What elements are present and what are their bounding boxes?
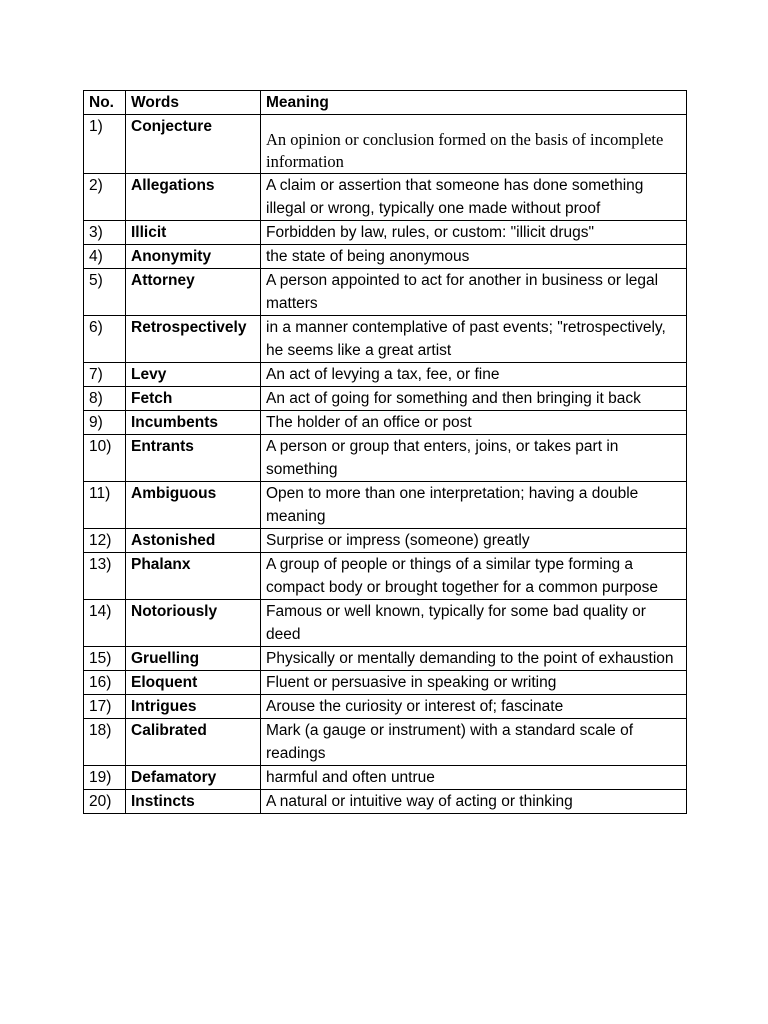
meaning-cell: A group of people or things of a similar type forming a compact body or brought together for a common purpose [261,553,687,600]
word-cell: Illicit [126,221,261,245]
header-meaning: Meaning [261,91,687,115]
row-number: 3) [84,221,126,245]
meaning-cell: Surprise or impress (someone) greatly [261,529,687,553]
row-number: 13) [84,553,126,600]
meaning-cell: An opinion or conclusion formed on the basis of incomplete information [261,115,687,174]
word-cell: Eloquent [126,671,261,695]
row-number: 9) [84,411,126,435]
word-cell: Phalanx [126,553,261,600]
table-row [84,115,687,174]
table-row [84,363,687,387]
header-no: No. [84,91,126,115]
meaning-cell: Fluent or persuasive in speaking or writing [261,671,687,695]
meaning-cell: in a manner contemplative of past events; "retrospectively, he seems like a great artist [261,316,687,363]
meaning-cell: the state of being anonymous [261,245,687,269]
row-number: 11) [84,482,126,529]
row-number: 10) [84,435,126,482]
meaning-cell: Mark (a gauge or instrument) with a standard scale of readings [261,719,687,766]
meaning-cell: A person or group that enters, joins, or takes part in something [261,435,687,482]
row-number: 1) [84,115,126,174]
row-number: 16) [84,671,126,695]
table-row [84,174,687,221]
word-cell: Incumbents [126,411,261,435]
word-cell: Conjecture [126,115,261,174]
row-number: 12) [84,529,126,553]
row-number: 5) [84,269,126,316]
row-number: 7) [84,363,126,387]
word-cell: Astonished [126,529,261,553]
word-cell: Ambiguous [126,482,261,529]
meaning-cell: A natural or intuitive way of acting or thinking [261,790,687,814]
word-cell: Allegations [126,174,261,221]
table-row [84,482,687,529]
word-cell: Gruelling [126,647,261,671]
word-cell: Fetch [126,387,261,411]
table-row [84,221,687,245]
table-row [84,387,687,411]
table-row [84,766,687,790]
table-row [84,600,687,647]
table-row [84,695,687,719]
header-words: Words [126,91,261,115]
meaning-cell: harmful and often untrue [261,766,687,790]
meaning-cell: Open to more than one interpretation; having a double meaning [261,482,687,529]
row-number: 19) [84,766,126,790]
word-cell: Levy [126,363,261,387]
word-cell: Retrospectively [126,316,261,363]
meaning-cell: Physically or mentally demanding to the point of exhaustion [261,647,687,671]
meaning-cell: The holder of an office or post [261,411,687,435]
word-cell: Attorney [126,269,261,316]
row-number: 14) [84,600,126,647]
row-number: 18) [84,719,126,766]
meaning-cell: An act of levying a tax, fee, or fine [261,363,687,387]
row-number: 6) [84,316,126,363]
table-row [84,671,687,695]
meaning-cell: Famous or well known, typically for some bad quality or deed [261,600,687,647]
word-cell: Notoriously [126,600,261,647]
word-cell: Anonymity [126,245,261,269]
table-row [84,553,687,600]
table-row [84,245,687,269]
meaning-cell: Forbidden by law, rules, or custom: "illicit drugs" [261,221,687,245]
row-number: 15) [84,647,126,671]
word-cell: Defamatory [126,766,261,790]
row-number: 17) [84,695,126,719]
document-page [83,90,686,814]
table-row [84,269,687,316]
word-cell: Entrants [126,435,261,482]
meaning-cell: Arouse the curiosity or interest of; fascinate [261,695,687,719]
table-row [84,790,687,814]
table-row [84,529,687,553]
word-cell: Instincts [126,790,261,814]
table-header-row [84,91,687,115]
table-row [84,411,687,435]
table-body [84,115,687,814]
word-cell: Calibrated [126,719,261,766]
table-row [84,435,687,482]
row-number: 20) [84,790,126,814]
row-number: 2) [84,174,126,221]
row-number: 4) [84,245,126,269]
vocabulary-table [83,90,687,814]
table-row [84,316,687,363]
word-cell: Intrigues [126,695,261,719]
row-number: 8) [84,387,126,411]
meaning-cell: An act of going for something and then bringing it back [261,387,687,411]
table-row [84,647,687,671]
meaning-cell: A claim or assertion that someone has done something illegal or wrong, typically one made without proof [261,174,687,221]
meaning-cell: A person appointed to act for another in business or legal matters [261,269,687,316]
table-row [84,719,687,766]
